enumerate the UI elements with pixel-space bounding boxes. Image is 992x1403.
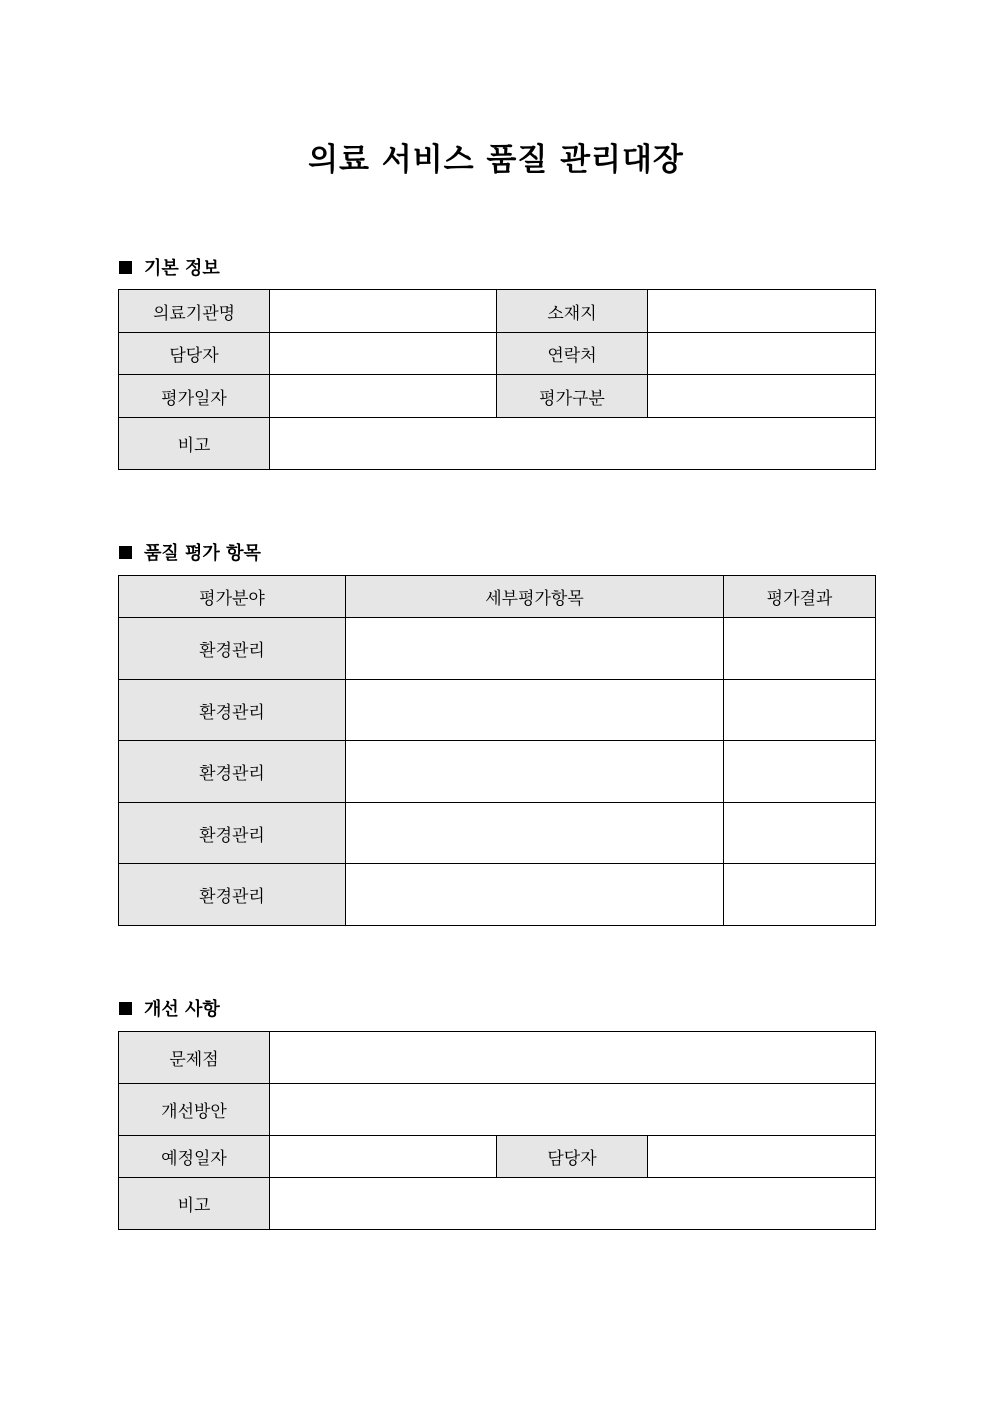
- table-row: [119, 1178, 876, 1230]
- contact-label: 연락처: [497, 333, 648, 375]
- manager-label: 담당자: [119, 333, 270, 375]
- table-row: [119, 418, 876, 470]
- eval-detail-field[interactable]: [346, 618, 724, 680]
- quality-eval-table: [118, 575, 876, 926]
- manager-field[interactable]: [270, 333, 497, 375]
- page-title: 의료 서비스 품질 관리대장: [308, 142, 684, 178]
- eval-result-field[interactable]: [724, 680, 876, 741]
- column-header-detail: 세부평가항목: [346, 576, 724, 618]
- table-row: [119, 680, 876, 741]
- table-row: [119, 618, 876, 680]
- square-bullet-icon: [119, 1002, 132, 1015]
- note-field[interactable]: [270, 418, 876, 470]
- section-heading-basic-info: [119, 254, 220, 280]
- eval-area-cell: 환경관리: [119, 864, 346, 926]
- table-header-row: [119, 576, 876, 618]
- table-row: [119, 1136, 876, 1178]
- eval-detail-field[interactable]: [346, 803, 724, 864]
- improvement-note-field[interactable]: [270, 1178, 876, 1230]
- table-row: [119, 864, 876, 926]
- institution-name-label: 의료기관명: [119, 290, 270, 333]
- eval-date-label: 평가일자: [119, 375, 270, 418]
- eval-result-field[interactable]: [724, 618, 876, 680]
- square-bullet-icon: [119, 261, 132, 274]
- table-row: [119, 290, 876, 333]
- improvement-manager-field[interactable]: [648, 1136, 876, 1178]
- eval-type-field[interactable]: [648, 375, 876, 418]
- table-row: [119, 803, 876, 864]
- eval-area-cell: 환경관리: [119, 803, 346, 864]
- column-header-area: 평가분야: [119, 576, 346, 618]
- section-heading-text: 개선 사항: [144, 999, 220, 1020]
- improvement-plan-field[interactable]: [270, 1084, 876, 1136]
- improvement-note-label: 비고: [119, 1178, 270, 1230]
- problem-label: 문제점: [119, 1032, 270, 1084]
- section-heading-quality-eval: [119, 539, 261, 565]
- eval-area-cell: 환경관리: [119, 741, 346, 803]
- column-header-result: 평가결과: [724, 576, 876, 618]
- table-row: [119, 333, 876, 375]
- eval-detail-field[interactable]: [346, 741, 724, 803]
- section-heading-text: 기본 정보: [144, 258, 220, 279]
- improvement-plan-label: 개선방안: [119, 1084, 270, 1136]
- scheduled-date-label: 예정일자: [119, 1136, 270, 1178]
- eval-result-field[interactable]: [724, 803, 876, 864]
- improvement-manager-label: 담당자: [497, 1136, 648, 1178]
- section-heading-improvement: [119, 995, 220, 1021]
- eval-detail-field[interactable]: [346, 680, 724, 741]
- eval-area-cell: 환경관리: [119, 618, 346, 680]
- scheduled-date-field[interactable]: [270, 1136, 497, 1178]
- table-row: [119, 741, 876, 803]
- eval-result-field[interactable]: [724, 741, 876, 803]
- eval-detail-field[interactable]: [346, 864, 724, 926]
- eval-result-field[interactable]: [724, 864, 876, 926]
- institution-name-field[interactable]: [270, 290, 497, 333]
- table-row: [119, 1032, 876, 1084]
- eval-date-field[interactable]: [270, 375, 497, 418]
- improvement-table: [118, 1031, 876, 1230]
- section-heading-text: 품질 평가 항목: [144, 543, 261, 564]
- problem-field[interactable]: [270, 1032, 876, 1084]
- eval-type-label: 평가구분: [497, 375, 648, 418]
- location-label: 소재지: [497, 290, 648, 333]
- note-label: 비고: [119, 418, 270, 470]
- table-row: [119, 375, 876, 418]
- location-field[interactable]: [648, 290, 876, 333]
- contact-field[interactable]: [648, 333, 876, 375]
- basic-info-table: [118, 289, 876, 470]
- square-bullet-icon: [119, 546, 132, 559]
- eval-area-cell: 환경관리: [119, 680, 346, 741]
- table-row: [119, 1084, 876, 1136]
